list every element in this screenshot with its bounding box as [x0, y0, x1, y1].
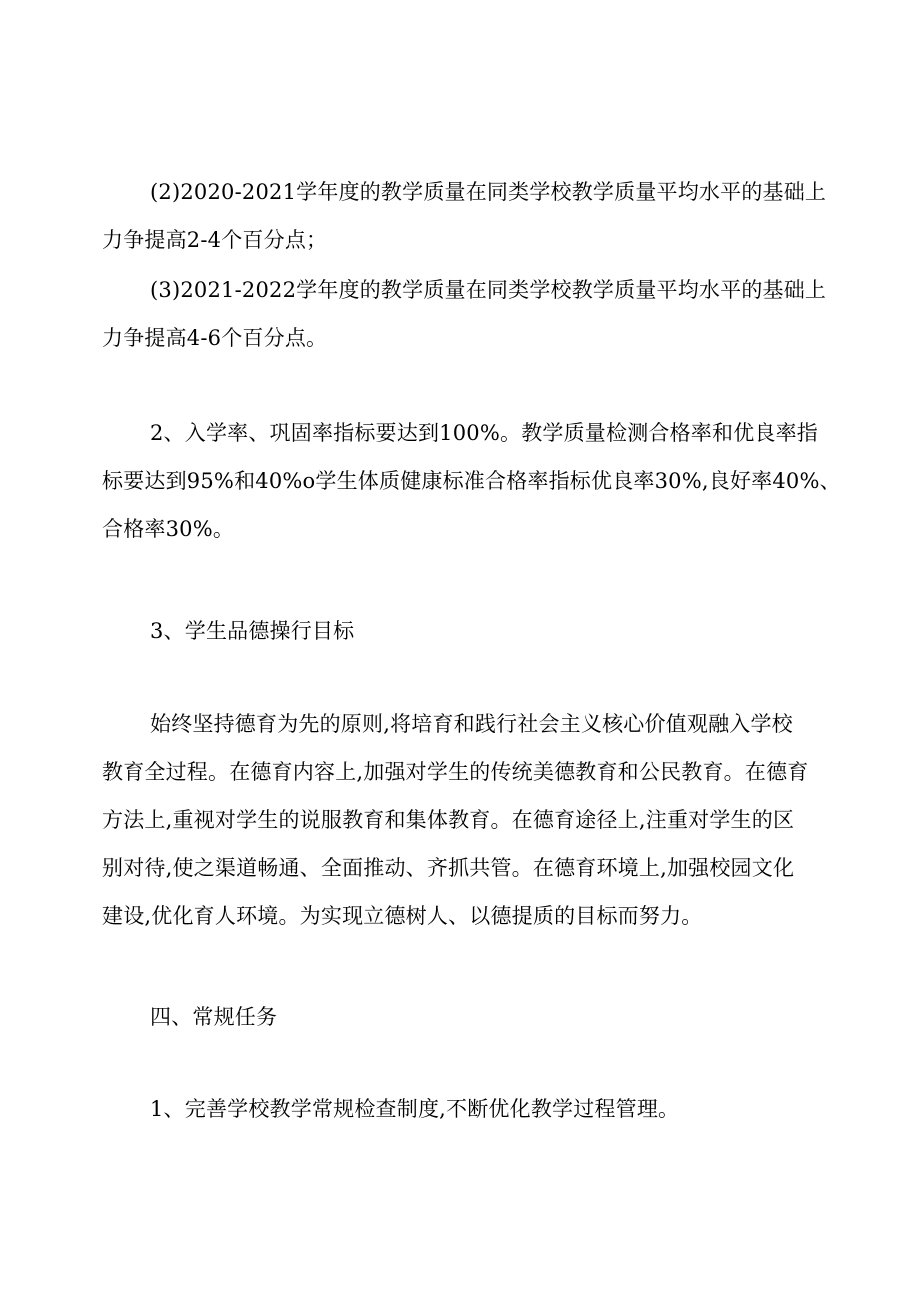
section-heading-routine-tasks: 四、常规任务 [150, 1005, 278, 1029]
text-line: 力争提高2-4个百分点； [102, 228, 328, 252]
text-line: (2)2020-2021学年度的教学质量在同类学校教学质量平均水平的基础上 [150, 180, 827, 204]
text-line: 始终坚持德育为先的原则,将培育和践行社会主义核心价值观融入学校 [150, 712, 793, 736]
text-line: 建设,优化育人环境。为实现立德树人、以德提质的目标而努力。 [102, 904, 703, 928]
text-line: 力争提高4-6个百分点。 [102, 326, 328, 350]
text-line: 标要达到95%和40%o学生体质健康标准合格率指标优良率30%,良好率40%、 [102, 469, 841, 493]
text-line: 2、入学率、巩固率指标要达到100%。教学质量检测合格率和优良率指 [150, 421, 818, 445]
text-line: 教育全过程。在德育内容上,加强对学生的传统美德教育和公民教育。在德育 [102, 760, 809, 784]
text-line: 合格率30%。 [102, 517, 235, 541]
text-line: (3)2021-2022学年度的教学质量在同类学校教学质量平均水平的基础上 [150, 278, 827, 302]
text-line: 别对待,使之渠道畅通、全面推动、齐抓共管。在德育环境上,加强校园文化 [102, 856, 795, 880]
paragraph-routine-item-1: 1、完善学校教学常规检查制度,不断优化教学过程管理。 [150, 1097, 680, 1121]
text-line: 方法上,重视对学生的说服教育和集体教育。在德育途径上,注重对学生的区 [102, 808, 795, 832]
section-heading-moral-goal: 3、学生品德操行目标 [150, 619, 355, 643]
